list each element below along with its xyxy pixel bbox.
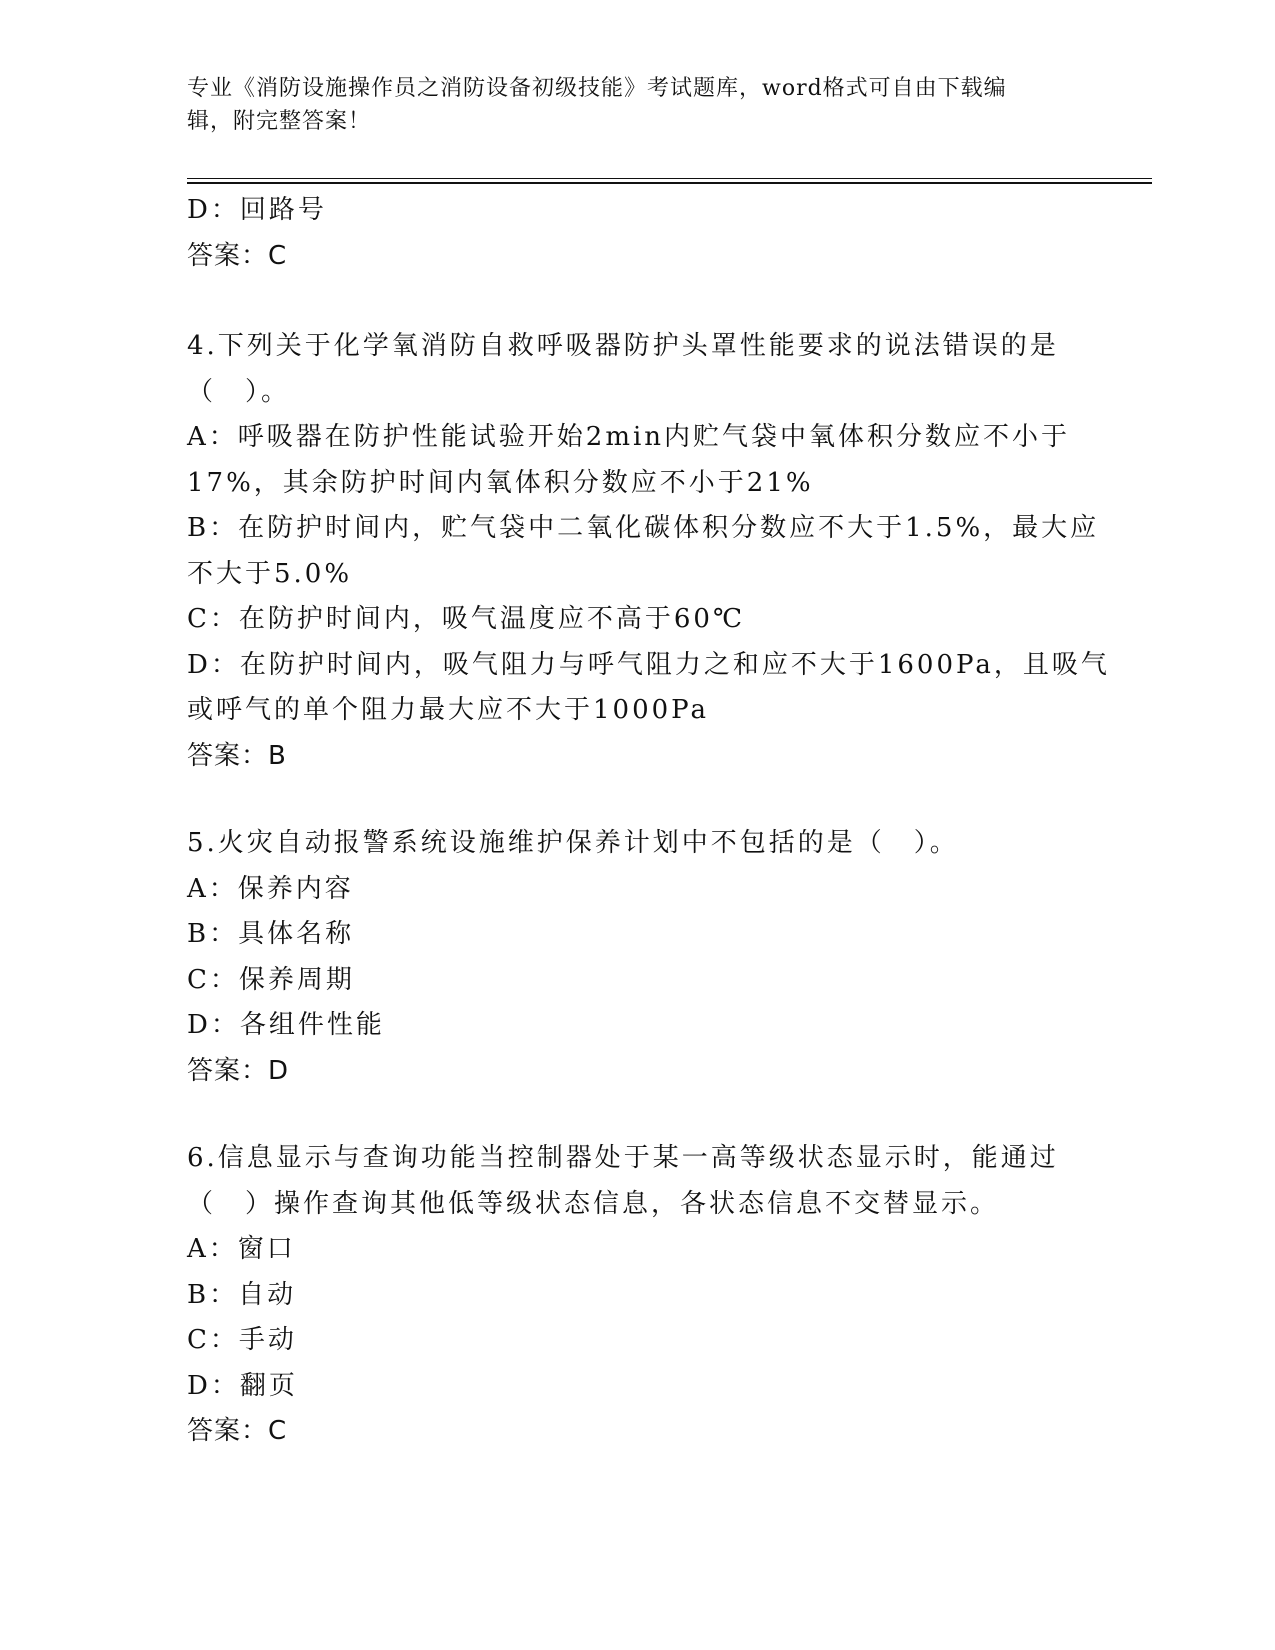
answer-line: 答案：B bbox=[187, 740, 287, 771]
option-d: D：各组件性能 bbox=[187, 1010, 385, 1040]
option-a: A：呼吸器在防护性能试验开始2min内贮气袋中氧体积分数应不小于 bbox=[187, 422, 1071, 452]
question-stem: 5.火灾自动报警系统设施维护保养计划中不包括的是（ ）。 bbox=[187, 828, 959, 858]
option-a: A：窗口 bbox=[187, 1234, 296, 1264]
answer-line: 答案：C bbox=[187, 240, 288, 271]
question-6 bbox=[187, 1136, 1087, 1455]
question-stem: （ ）操作查询其他低等级状态信息，各状态信息不交替显示。 bbox=[187, 1188, 1000, 1219]
option-d: D：回路号 bbox=[187, 195, 327, 225]
option-c: C：在防护时间内，吸气温度应不高于60℃ bbox=[187, 604, 746, 634]
option-b: B：自动 bbox=[187, 1279, 297, 1310]
option-b: B：在防护时间内，贮气袋中二氧化碳体积分数应不大于1.5%，最大应 bbox=[187, 513, 1100, 543]
option-a: A：保养内容 bbox=[187, 873, 354, 904]
spacer bbox=[187, 1094, 1087, 1136]
question-stem: （ ）。 bbox=[187, 376, 291, 407]
previous-question-tail bbox=[187, 188, 1087, 279]
header-divider-thin bbox=[187, 178, 1152, 179]
option-c: C：手动 bbox=[187, 1325, 297, 1355]
question-content bbox=[187, 188, 1110, 1455]
header-line-1: 专业《消防设施操作员之消防设备初级技能》考试题库，word格式可自由下载编 bbox=[187, 76, 1007, 101]
spacer bbox=[187, 779, 1087, 821]
option-d: D：在防护时间内，吸气阻力与呼气阻力之和应不大于1600Pa，且吸气 bbox=[187, 649, 1110, 680]
option-a-cont: 17%，其余防护时间内氧体积分数应不小于21% bbox=[187, 467, 814, 498]
question-5 bbox=[187, 821, 1087, 1094]
question-stem: 4.下列关于化学氧消防自救呼吸器防护头罩性能要求的说法错误的是 bbox=[187, 331, 1059, 361]
question-stem: 6.信息显示与查询功能当控制器处于某一高等级状态显示时，能通过 bbox=[187, 1143, 1059, 1173]
option-d: D：翻页 bbox=[187, 1370, 298, 1401]
header-line-2: 辑，附完整答案！ bbox=[187, 109, 372, 134]
question-4 bbox=[187, 324, 1110, 779]
spacer bbox=[187, 279, 1087, 324]
page-header bbox=[187, 72, 1067, 138]
header-divider-thick bbox=[187, 182, 1152, 184]
option-b-cont: 不大于5.0% bbox=[187, 558, 353, 589]
option-d-cont: 或呼气的单个阻力最大应不大于1000Pa bbox=[187, 695, 709, 725]
option-c: C：保养周期 bbox=[187, 964, 355, 995]
answer-line: 答案：D bbox=[187, 1055, 290, 1086]
answer-line: 答案：C bbox=[187, 1416, 288, 1446]
option-b: B：具体名称 bbox=[187, 919, 355, 949]
